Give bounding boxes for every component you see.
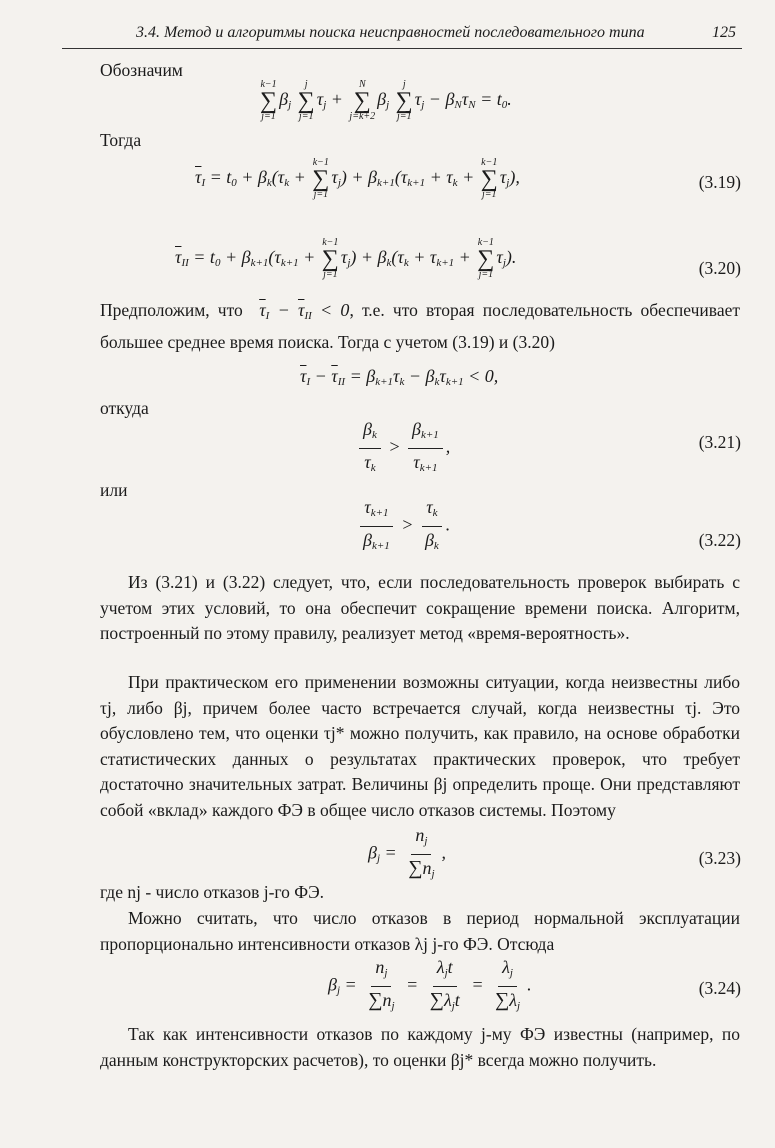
equation-number-3-21: (3.21) [698, 432, 741, 452]
equation-3-20: $\overline{\tau}_{II} = t_0 + \beta_{k+1}(\tau_{k+1}$ + k−1 ∑ j=1 $\tau_j) + \beta_k(\tau_k + \tau_{k+1}$ + k−1 ∑ j=1 $\tau_j$). [175, 237, 517, 280]
equation-3-24: $\beta_j$ = $\frac{n_j}{\sum n_j}$ = $\frac{\lambda_jt}{\sum\lambda_jt}$ = $\frac{\lambda_j}{\sum\lambda_j}$ . [328, 957, 532, 1012]
equation-number-3-20: (3.20) [698, 258, 741, 278]
label-togda: Тогда [100, 130, 142, 150]
paragraph-conclusion: Из (3.21) и (3.22) следует, что, если последовательность проверок выбирать с учетом этих условий, то она обеспечит сокращение времени поиска. Алгоритм, построенный по этому правилу, реализует метод «время-вероятность». [100, 572, 740, 643]
paragraph-failure-rate: Можно считать, что число отказов в период нормальной эксплуатации пропорционально интенсивности отказов λj j-го ФЭ. Отсюда [100, 908, 740, 954]
paragraph-practical: При практическом его применении возможны ситуации, когда неизвестны либо τj, либо βj, причем более часто встречается случай, когда неизвестны τj. Это обусловлено тем, что оценки τj* можно получить, как правило, на основе обработки статистических данных о результатах практических проверок, что требует достаточно значительных затрат. Величины βj определить проще. Они представляют собой «вклад» каждого ФЭ в общее число отказов системы. Поэтому [100, 672, 740, 820]
header-title: 3.4. Метод и алгоритмы поиска неисправностей последовательного типа [136, 24, 645, 41]
label-oboznachim: Обозначим [100, 60, 183, 80]
equation-number-3-24: (3.24) [698, 978, 741, 998]
paragraph-final: Так как интенсивности отказов по каждому j-му ФЭ известны (например, по данным конструкторских расчетов), то оценки βj* всегда можно получить. [100, 1024, 740, 1070]
paragraph-assume: Предположим, что $\overline{\tau}_I - \overline{\tau}_{II} < 0$, т.е. что вторая последовательность обеспечивает большее среднее время поиска. Тогда с учетом (3.19) и (3.20) [100, 300, 741, 352]
label-ili: или [100, 480, 128, 500]
running-header [62, 24, 742, 49]
equation-3-23: $\beta_j$ = $\frac{n_j}{\sum n_j}$ , [368, 825, 447, 880]
equation-3-19: $\overline{\tau}_I = t_0 + \beta_k(\tau_k$ + k−1 ∑ j=1 $\tau_j) + \beta_{k+1}(\tau_{k+1} + \tau_k$ + k−1 ∑ j=1 $\tau_j$), [195, 157, 520, 200]
equation-difference: $\overline{\tau}_I - \overline{\tau}_{II} = \beta_{k+1}\tau_k - \beta_k\tau_{k+1} < 0$, [300, 366, 499, 388]
page-number: 125 [712, 24, 736, 41]
paragraph-where: где nj - число отказов j-го ФЭ. [100, 882, 325, 902]
equation-number-3-23: (3.23) [698, 848, 741, 868]
label-otkuda: откуда [100, 398, 149, 418]
equation-3-21: $\frac{\beta_k}{\tau_k}$ > $\frac{\beta_{k+1}}{\tau_{k+1}}$ , [356, 418, 450, 479]
equation-3-22: $\frac{\tau_{k+1}}{\beta_{k+1}}$ > $\frac{\tau_k}{\beta_k}$ . [356, 496, 450, 557]
equation-number-3-19: (3.19) [698, 172, 741, 192]
equation-number-3-22: (3.22) [698, 530, 741, 550]
equation-definition: k−1 ∑ j=1 $\beta_j$ j ∑ j=1 $\tau_j$ + N ∑ j=k+2 $\beta_j$ j ∑ j=1 $\tau_j - \beta_N\tau_N = t_0$. [260, 79, 512, 122]
assume-text-b: , т.е. что вторая последовательность обеспечивает большее среднее время поиска. Тогда с учетом (3.19) и (3.20) [100, 300, 741, 352]
assume-text-a: Предположим, что [100, 300, 243, 320]
